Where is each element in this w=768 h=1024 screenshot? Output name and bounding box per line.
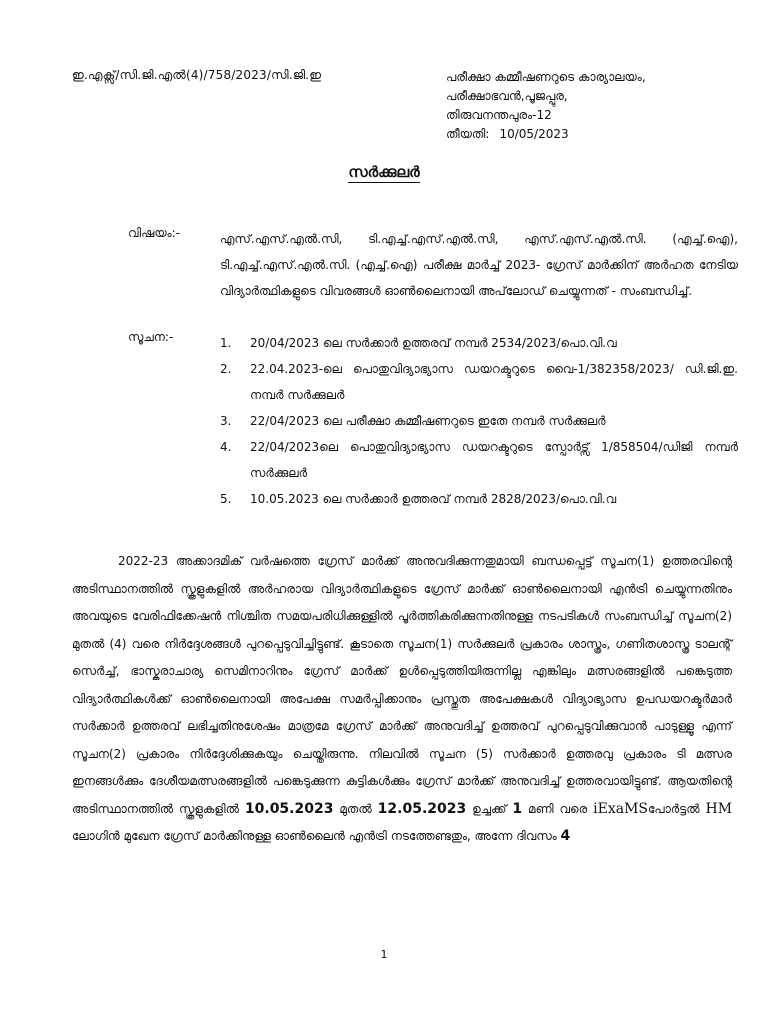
body-text-noon: ഉച്ചക്ക് bbox=[466, 801, 513, 816]
reference-text-5: 10.05.2023 ലെ സർക്കാർ ഉത്തരവ് നമ്പർ 2828/2023/പൊ.വി.വ bbox=[250, 492, 617, 506]
entry-start-date: 10.05.2023 bbox=[244, 800, 334, 817]
reference-number-1: 1. bbox=[220, 336, 232, 350]
reference-text-1: 20/04/2023 ലെ സർക്കാർ ഉത്തരവ് നമ്പർ 2534/2023/പൊ.വി.വ bbox=[250, 336, 617, 350]
body-text-portal: പോർട്ടൽ bbox=[648, 801, 706, 816]
reference-item bbox=[220, 356, 738, 408]
reference-number-5: 5. bbox=[220, 492, 232, 506]
page-number: 1 bbox=[380, 948, 388, 961]
reference-number-2: 2. bbox=[220, 362, 232, 376]
reference-item bbox=[220, 330, 738, 356]
office-line-1: പരീക്ഷാ കമ്മീഷണറുടെ കാര്യാലയം, bbox=[446, 70, 646, 84]
reference-number-4: 4. bbox=[220, 440, 232, 454]
reference-number-3: 3. bbox=[220, 414, 232, 428]
body-text-login: ലോഗിൻ മുഖേന ഗ്രേസ് മാർക്കിനുള്ള ഓൺലൈൻ എൻട്രി നടത്തേണ്ടതും, അന്നേ ദിവസം bbox=[72, 829, 561, 843]
subject-text: എസ്.എസ്.എൽ.സി, ടി.എച്ച്.എസ്.എൽ.സി, എസ്.എസ്.എൽ.സി. (എച്ച്.ഐ), ടി.എച്ച്.എസ്.എൽ.സി. (എച്ച്.ഐ) പരീക്ഷ മാർച്ച് 2023- ഗ്രേസ് മാർക്കിന് അർഹത നേടിയ വിദ്യാർത്ഥികളുടെ വിവരങ്ങൾ ഓൺലൈനായി അപ്‌ലോഡ് ചെയ്യുന്നത് - സംബന്ധിച്ച്. bbox=[220, 232, 738, 298]
circular-title-text: സർക്കുലർ bbox=[348, 163, 420, 181]
reference-number: ഇ.എക്സ്/സി.ജി.എൽ(4)/758/2023/സി.ജി.ഇ bbox=[72, 68, 322, 82]
reference-text-4: 22/04/2023ലെ പൊതുവിദ്യാഭ്യാസ ഡയറക്ടറുടെ സ്പോർട്സ് 1/858504/ഡിജി നമ്പർ സർക്കുലർ bbox=[250, 440, 738, 480]
body-text-until: മണി വരെ bbox=[522, 801, 594, 816]
hm-label: HM bbox=[705, 800, 733, 817]
office-line-2: പരീക്ഷാഭവൻ,പൂജപ്പുര, bbox=[446, 89, 568, 103]
date-line bbox=[446, 125, 646, 144]
trailing-number: 4 bbox=[560, 828, 571, 844]
reference-item bbox=[220, 408, 738, 434]
office-line-3: തിരുവനന്തപുരം-12 bbox=[446, 108, 552, 122]
references-list bbox=[220, 330, 738, 512]
body-text-from: മുതൽ bbox=[333, 801, 378, 816]
subject-label: വിഷയം:- bbox=[128, 226, 180, 240]
date-value: 10/05/2023 bbox=[499, 127, 569, 141]
reference-text-2: 22.04.2023-ലെ പൊതുവിദ്യാഭ്യാസ ഡയറക്ടറുടെ വൈ-1/382358/2023/ ഡി.ജി.ഇ. നമ്പർ സർക്കുലർ bbox=[250, 362, 738, 402]
portal-name: iExaMS bbox=[593, 800, 649, 817]
body-text-main: 2022-23 അക്കാദമിക് വർഷത്തെ ഗ്രേസ് മാർക്ക് അനുവദിക്കുന്നതുമായി ബന്ധപ്പെട്ട് സൂചന(1) ഉത്തരവിന്റെ അടിസ്ഥാനത്തിൽ സ്കൂളുകളിൽ അർഹരായ വിദ്യാർത്ഥികളുടെ ഗ്രേസ് മാർക്ക് ഓൺലൈനായി എൻട്രി ചെയ്യുന്നതിനും അവയുടെ വേരിഫിക്കേഷൻ നിശ്ചിത സമയപരിധിക്കുള്ളിൽ പൂർത്തികരിക്കുന്നതിനുള്ള നടപടികൾ സംബന്ധിച്ച് സൂചന(2) മുതൽ (4) വരെ നിർദ്ദേശങ്ങൾ പുറപ്പെടുവിച്ചിട്ടുണ്ട്. കൂടാതെ സൂചന(1) സർക്കുലർ പ്രകാരം ശാസ്ത്രം, ഗണിതശാസ്ത്ര ടാലന്റ് സെർച്ച്, ഭാസ്കരാചാര്യ സെമിനാറിനും ഗ്രേസ് മാർക്ക് ഉൾപ്പെടുത്തിയിരുന്നില്ല എങ്കിലും മത്സരങ്ങളിൽ പങ്കെടുത്ത വിദ്യാർത്ഥികൾക്ക് ഓൺലൈനായി അപേക്ഷ സമർപ്പിക്കാനും പ്രസ്തുത അപേക്ഷകൾ വിദ്യാഭ്യാസ ഉപഡയറക്ടർമാർ സർക്കാർ ഉത്തരവ് ലഭിച്ചതിനുശേഷം മാത്രമേ ഗ്രേസ് മാർക്ക് അനുവദിച്ച് ഉത്തരവ് പുറപ്പെടുവിക്കുവാൻ പാടുള്ളൂ എന്ന് സൂചന(2) പ്രകാരം നിർദ്ദേശിക്കുകയും ചെയ്തിരുന്നു. നിലവിൽ സൂചന (5) സർക്കാർ ഉത്തരവു പ്രകാരം ടി മത്സര ഇനങ്ങൾക്കും ദേശീയമത്സരങ്ങളിൽ പങ്കെടുക്കുന്ന കുട്ടികൾക്കും ഗ്രേസ് മാർക്ക് അനുവദിച്ച് ഉത്തരവായിട്ടുണ്ട്. ആയതിന്റെ അടിസ്ഥാനത്തിൽ സ്കൂളുകളിൽ bbox=[72, 554, 732, 816]
reference-item bbox=[220, 486, 738, 512]
references-label: സൂചന:- bbox=[128, 330, 174, 344]
office-address bbox=[446, 68, 646, 144]
entry-end-hour: 1 bbox=[512, 800, 523, 817]
body-paragraph bbox=[72, 548, 732, 851]
date-label: തീയതി: bbox=[446, 127, 490, 141]
reference-text-3: 22/04/2023 ലെ പരീക്ഷാ കമ്മീഷണറുടെ ഇതേ നമ്പർ സർക്കുലർ bbox=[250, 414, 606, 428]
circular-title bbox=[0, 163, 768, 181]
entry-end-date: 12.05.2023 bbox=[377, 800, 467, 817]
reference-item bbox=[220, 434, 738, 486]
